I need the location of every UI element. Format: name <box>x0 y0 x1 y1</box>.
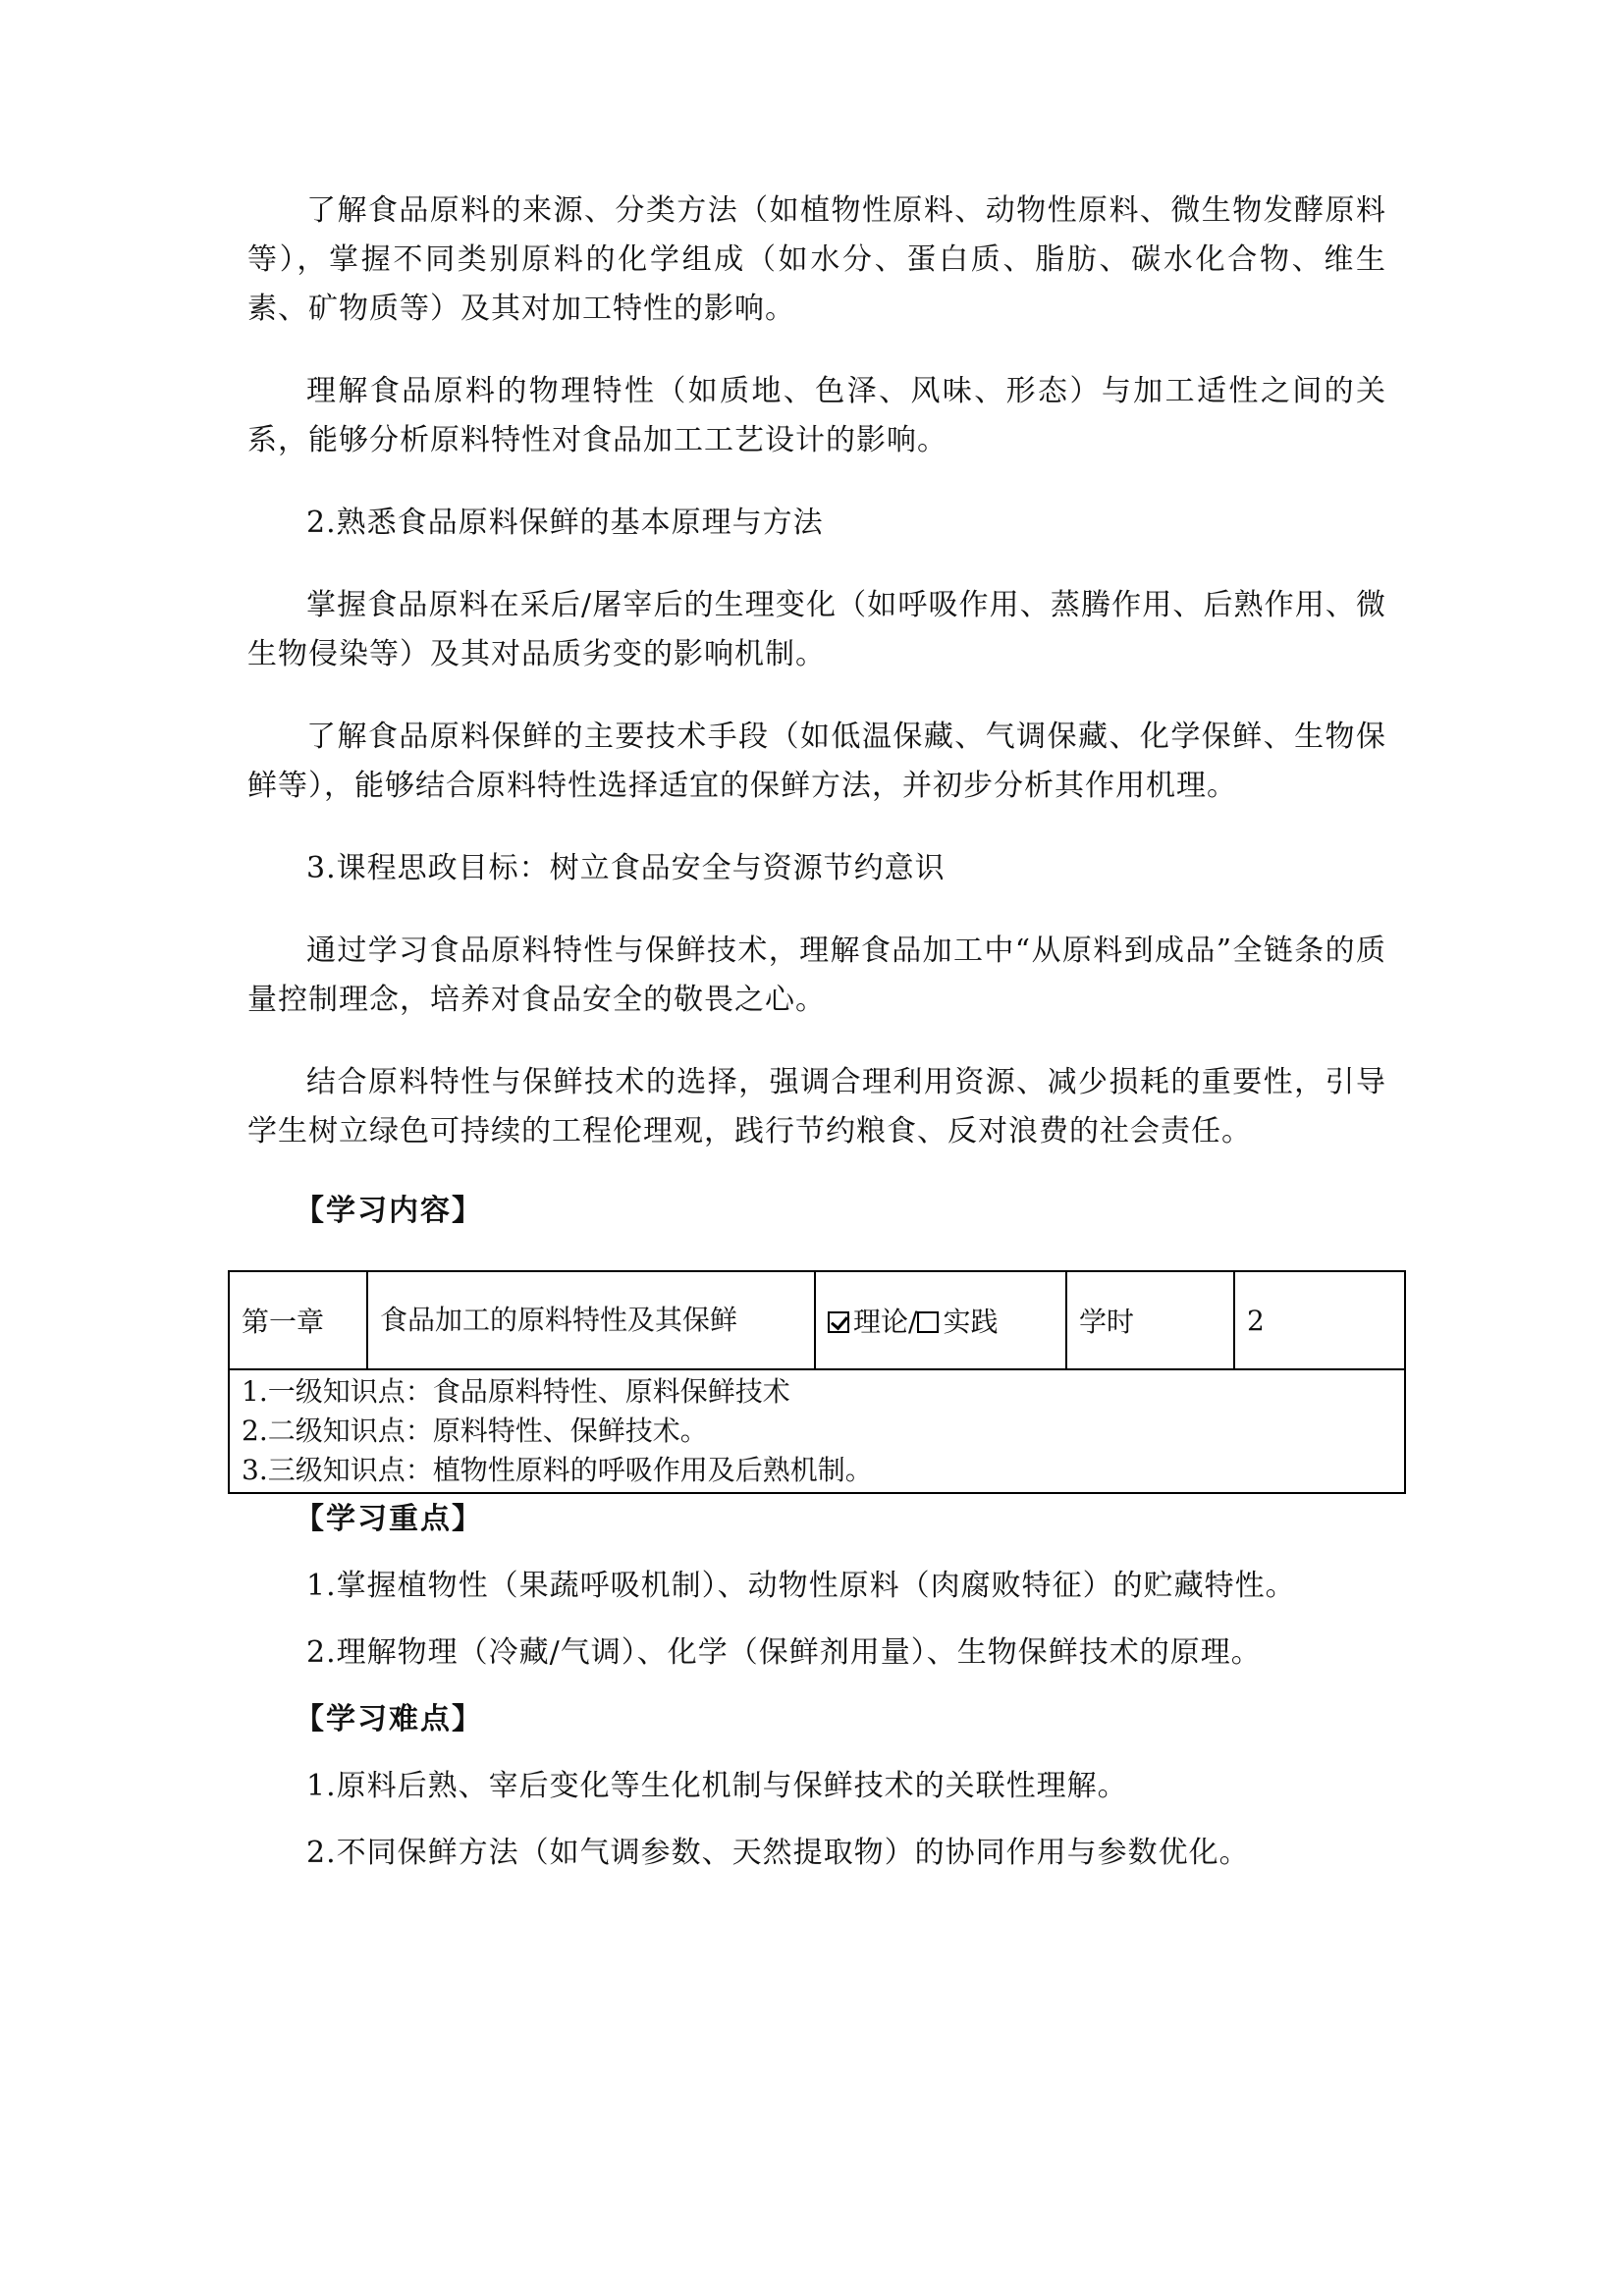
knowledge-point-level-1: 1.一级知识点：食品原料特性、原料保鲜技术 <box>242 1375 790 1408</box>
knowledge-point-level-3: 3.三级知识点：植物性原料的呼吸作用及后熟机制。 <box>242 1454 873 1486</box>
learning-content-title: 【学习内容】 <box>295 1194 483 1228</box>
practice-checkbox-icon <box>917 1311 939 1333</box>
paragraph-physical-properties: 理解食品原料的物理特性（如质地、色泽、风味、形态）与加工适性之间的关系，能够分析原料特性对食品加工工艺设计的影响。 <box>247 374 1386 457</box>
hours-label: 学时 <box>1066 1271 1234 1369</box>
knowledge-points-row <box>229 1369 1405 1493</box>
theory-checkbox-icon <box>828 1311 849 1333</box>
chapter-title: 食品加工的原料特性及其保鲜 <box>367 1271 815 1369</box>
key-point-item: 1.掌握植物性（果蔬呼吸机制）、动物性原料（肉腐败特征）的贮藏特性。 <box>306 1569 1296 1603</box>
paragraph-preservation-techniques: 了解食品原料保鲜的主要技术手段（如低温保藏、气调保藏、化学保鲜、生物保鲜等），能够结合原料特性选择适宜的保鲜方法，并初步分析其作用机理。 <box>247 720 1386 803</box>
difficulties-title: 【学习难点】 <box>295 1702 483 1736</box>
knowledge-points-cell <box>229 1369 1405 1493</box>
objective-3-heading: 3.课程思政目标：树立食品安全与资源节约意识 <box>306 851 946 885</box>
document-page <box>242 187 1386 1898</box>
practice-label: 实践 <box>943 1306 999 1338</box>
knowledge-point-level-2: 2.二级知识点：原料特性、保鲜技术。 <box>242 1415 708 1447</box>
theory-label: 理论/ <box>853 1306 918 1338</box>
paragraph-postharvest-changes: 掌握食品原料在采后/屠宰后的生理变化（如呼吸作用、蒸腾作用、后熟作用、微生物侵染等）及其对品质劣变的影响机制。 <box>247 588 1386 671</box>
paragraph-raw-material-sources: 了解食品原料的来源、分类方法（如植物性原料、动物性原料、微生物发酵原料等），掌握不同类别原料的化学组成（如水分、蛋白质、脂肪、碳水化合物、维生素、矿物质等）及其对加工特性的影响。 <box>247 193 1386 326</box>
key-points-title: 【学习重点】 <box>295 1502 483 1536</box>
chapter-header-row <box>229 1271 1405 1369</box>
difficulty-item: 1.原料后熟、宰后变化等生化机制与保鲜技术的关联性理解。 <box>306 1769 1128 1803</box>
difficulty-item: 2.不同保鲜方法（如气调参数、天然提取物）的协同作用与参数优化。 <box>306 1836 1250 1870</box>
objective-2-heading: 2.熟悉食品原料保鲜的基本原理与方法 <box>306 506 824 540</box>
paragraph-resource-saving: 结合原料特性与保鲜技术的选择，强调合理利用资源、减少损耗的重要性，引导学生树立绿色可持续的工程伦理观，践行节约粮食、反对浪费的社会责任。 <box>247 1065 1386 1148</box>
key-point-item: 2.理解物理（冷藏/气调）、化学（保鲜剂用量）、生物保鲜技术的原理。 <box>306 1635 1262 1670</box>
chapter-table <box>228 1270 1406 1494</box>
hours-value: 2 <box>1234 1271 1405 1369</box>
chapter-number: 第一章 <box>229 1271 367 1369</box>
paragraph-quality-control: 通过学习食品原料特性与保鲜技术，理解食品加工中“从原料到成品”全链条的质量控制理念，培养对食品安全的敬畏之心。 <box>247 934 1386 1017</box>
course-type-cell <box>815 1271 1066 1369</box>
